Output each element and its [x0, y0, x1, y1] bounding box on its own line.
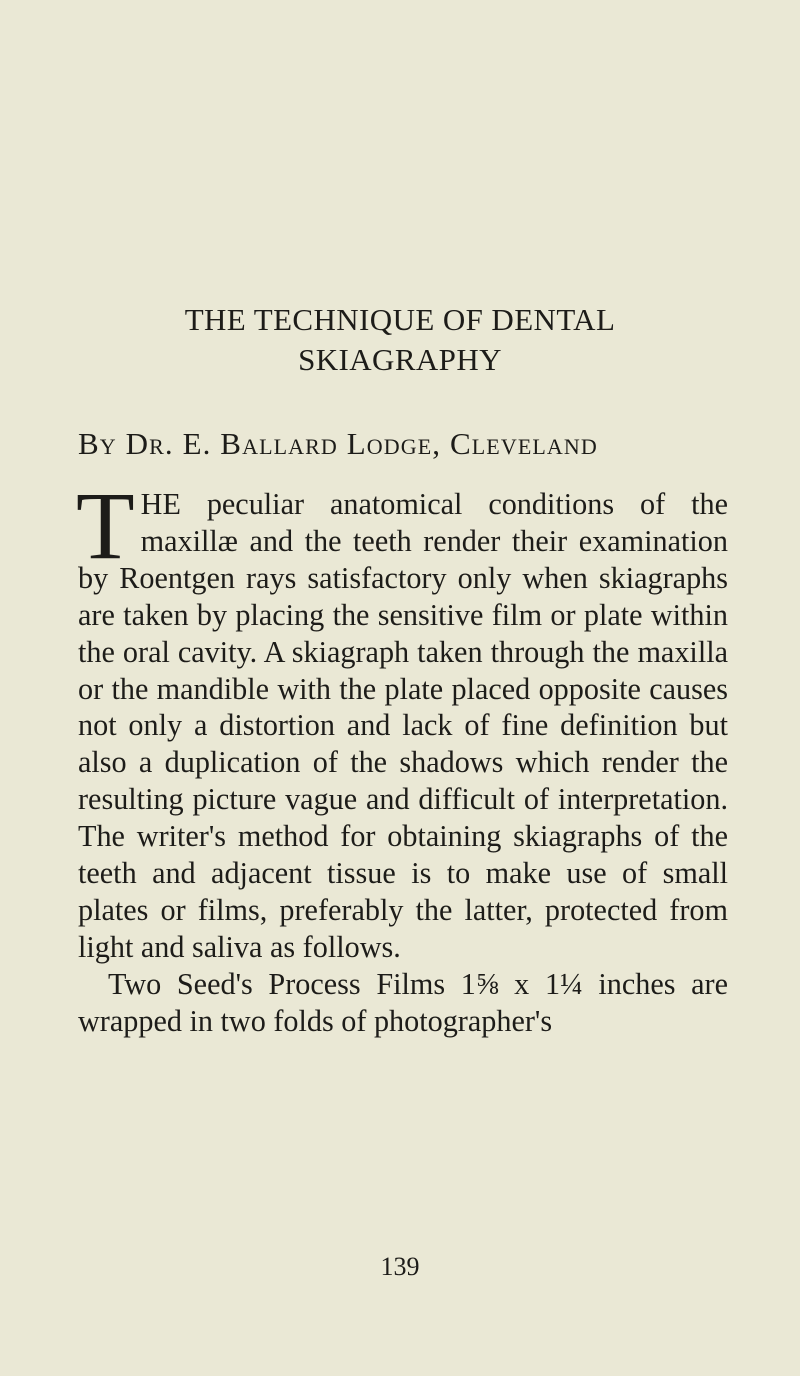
author-byline: By Dr. E. Ballard Lodge, Cleveland	[78, 426, 598, 461]
drop-cap: T	[76, 472, 135, 579]
page-number: 139	[380, 1252, 420, 1281]
paragraph-1: HE peculiar anatomical conditions of the maxillæ and the teeth render their examination by Roentgen rays satisfactory only when skiagraphs are taken by placing the sensitive film or plate within the oral cavity. A skiagraph taken through the maxilla or the mandible with the plate placed opposite causes not only a distortion and lack of fine definition but also a duplication of the shadows which render the resulting picture vague and difficult of interpretation. The writer's method for obtaining skiagraphs of the teeth and adjacent tissue is to make use of small plates or films, preferably the latter, protected from light and saliva as follows.	[78, 487, 728, 964]
article-title-line-2: SKIAGRAPHY	[298, 342, 502, 377]
article-title-line-1: THE TECHNIQUE OF DENTAL	[184, 302, 616, 337]
paragraph-2: Two Seed's Process Films 1⅝ x 1¼ inches are wrapped in two folds of photographer's	[78, 966, 728, 1038]
body-text	[76, 472, 728, 1040]
